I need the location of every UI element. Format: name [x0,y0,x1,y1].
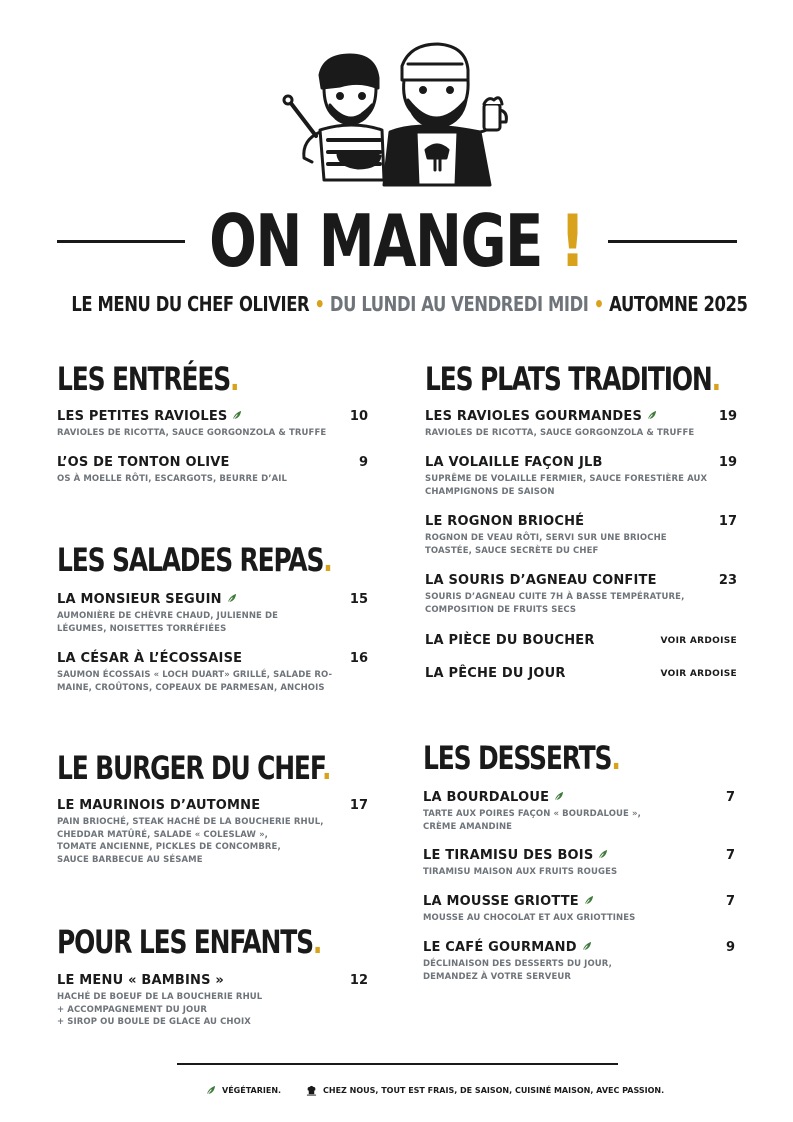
item-name: LA SOURIS D’AGNEAU CONFITE [425,573,657,588]
menu-item [425,409,737,440]
menu-item [425,573,737,616]
item-description: DÉCLINAISON DES DESSERTS DU JOUR, DEMANDEZ À VOTRE SERVEUR [423,959,612,982]
item-price: 9 [725,940,735,955]
vegetarian-leaf-icon [646,410,657,421]
footer-divider [177,1063,618,1065]
item-description: AUMONIÈRE DE CHÈVRE CHAUD, JULIENNE DE LÉGUMES, NOISETTES TORRÉFIÉES [57,611,279,634]
subtitle-separator: • [314,292,325,316]
vegetarian-leaf-icon [581,941,592,952]
vegetarian-leaf-icon [205,1085,216,1096]
menu-item [425,514,737,557]
chefs-illustration [280,40,515,190]
item-description: HACHÉ DE BOEUF DE LA BOUCHERIE RHUL + ACCOMPAGNEMENT DU JOUR + SIROP OU BOULE DE GLACE AU CHOIX [57,992,263,1027]
vegetarian-leaf-icon [553,791,564,802]
item-price: 19 [718,409,737,424]
vegetarian-leaf-icon [583,895,594,906]
item-description: MOUSSE AU CHOCOLAT ET AUX GRIOTTINES [423,913,636,923]
menu-item [423,848,735,879]
item-name: LE CAFÉ GOURMAND [423,940,592,955]
item-name: LES PETITES RAVIOLES [57,409,242,424]
menu-item [423,790,735,833]
item-description: TARTE AUX POIRES FAÇON « BOURDALOUE », CRÈME AMANDINE [423,809,641,832]
item-description: OS À MOELLE RÔTI, ESCARGOTS, BEURRE D’AIL [57,474,288,484]
footer-chef-note [306,1085,664,1096]
item-name: LA MOUSSE GRIOTTE [423,894,594,909]
section-plats [425,360,737,398]
item-name: LA PIÈCE DU BOUCHER [425,633,595,648]
section-desserts [423,739,735,777]
title-text: ON MANGE [209,199,542,283]
item-name: LE MENU « BAMBINS » [57,973,225,988]
menu-item [423,894,735,925]
item-price: 7 [725,848,735,863]
item-name: LA CÉSAR À L’ÉCOSSAISE [57,651,243,666]
menu-item [425,455,737,498]
veg-label: VÉGÉTARIEN. [222,1086,282,1095]
subtitle [71,292,748,316]
menu-item [57,651,368,694]
chef-note: CHEZ NOUS, TOUT EST FRAIS, DE SAISON, CUISINÉ MAISON, AVEC PASSION. [323,1086,665,1095]
item-price: 9 [358,455,368,470]
item-description: RAVIOLES DE RICOTTA, SAUCE GORGONZOLA & TRUFFE [425,428,695,438]
item-price: 16 [349,651,368,666]
section-salades [57,541,368,579]
item-description: TIRAMISU MAISON AUX FRUITS ROUGES [423,867,618,877]
item-price: 7 [725,894,735,909]
section-title: POUR LES ENFANTS. [57,923,322,961]
menu-item [425,633,737,648]
item-name: LES RAVIOLES GOURMANDES [425,409,657,424]
item-price: 10 [349,409,368,424]
section-entrees [57,360,368,398]
menu-item [57,455,368,486]
menu-item [423,940,735,983]
item-name: LA PÊCHE DU JOUR [425,666,566,681]
section-enfants [57,923,368,961]
section-title: LES DESSERTS. [423,739,620,777]
subtitle-days: DU LUNDI AU VENDREDI MIDI [329,292,589,316]
item-price: VOIR ARDOISE [660,668,737,679]
item-description: SOURIS D’AGNEAU CUITE 7H À BASSE TEMPÉRATURE, COMPOSITION DE FRUITS SECS [425,592,685,615]
title-row [0,198,793,288]
title-bang: ! [559,199,584,283]
item-name: LA BOURDALOUE [423,790,564,805]
section-burger [57,749,368,787]
section-title: LES SALADES REPAS. [57,541,332,579]
item-name: LA VOLAILLE FAÇON JLB [425,455,603,470]
menu-item [57,592,368,635]
vegetarian-leaf-icon [231,410,242,421]
item-description: ROGNON DE VEAU RÔTI, SERVI SUR UNE BRIOCHE TOASTÉE, SAUCE SECRÈTE DU CHEF [425,533,667,556]
item-description: RAVIOLES DE RICOTTA, SAUCE GORGONZOLA & TRUFFE [57,428,327,438]
subtitle-season: AUTOMNE 2025 [609,292,748,316]
vegetarian-leaf-icon [597,849,608,860]
item-name: L’OS DE TONTON OLIVE [57,455,230,470]
item-name: LE MAURINOIS D’AUTOMNE [57,798,261,813]
footer [0,1085,793,1099]
item-price: 17 [718,514,737,529]
menu-item [425,666,737,681]
item-name: LE ROGNON BRIOCHÉ [425,514,585,529]
item-price: 12 [349,973,368,988]
section-title: LES PLATS TRADITION. [425,360,720,398]
item-price: 23 [718,573,737,588]
subtitle-separator: • [593,292,604,316]
section-title: LE BURGER DU CHEF. [57,749,331,787]
item-description: SUPRÊME DE VOLAILLE FERMIER, SAUCE FORESTIÈRE AUX CHAMPIGNONS DE SAISON [425,474,708,497]
menu-item [57,798,368,866]
item-price: 7 [725,790,735,805]
item-price: VOIR ARDOISE [660,635,737,646]
item-description: PAIN BRIOCHÉ, STEAK HACHÉ DE LA BOUCHERIE RHUL, CHEDDAR MATÛRÉ, SALADE « COLESLAW », TOMATE ANCIENNE, PICKLES DE CONCOMBRE, SAUCE BARBECUE AU SÉSAME [57,817,324,865]
chef-hat-icon [306,1085,317,1096]
title-divider-right [608,240,737,243]
menu-item [57,409,368,440]
vegetarian-leaf-icon [226,593,237,604]
item-price: 19 [718,455,737,470]
item-name: LA MONSIEUR SEGUIN [57,592,237,607]
section-title: LES ENTRÉES. [57,360,239,398]
menu-item [57,973,368,1029]
footer-veg-legend [205,1085,281,1096]
item-price: 17 [349,798,368,813]
item-price: 15 [349,592,368,607]
item-name: LE TIRAMISU DES BOIS [423,848,608,863]
subtitle-chef: LE MENU DU CHEF OLIVIER [71,292,310,316]
item-description: SAUMON ÉCOSSAIS « LOCH DUART» GRILLÉ, SALADE RO- MAINE, CROÛTONS, COPEAUX DE PARMESAN, ANCHOIS [57,670,333,693]
